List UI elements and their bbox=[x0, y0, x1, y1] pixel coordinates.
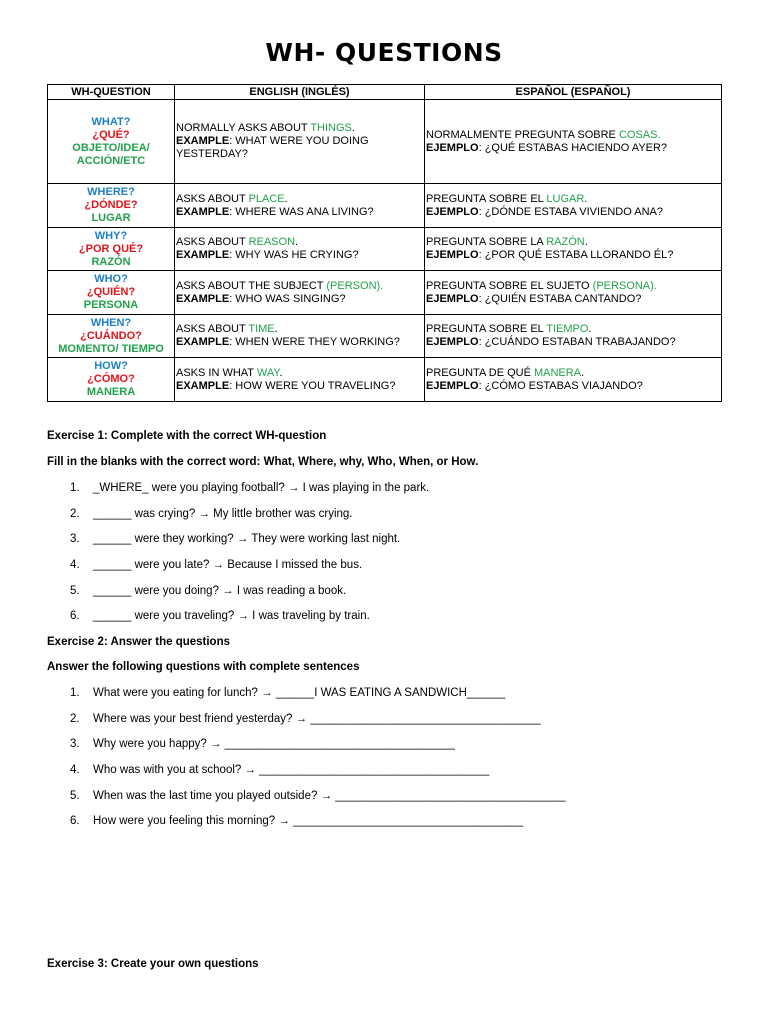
question-es: ¿DÓNDE? bbox=[84, 199, 138, 211]
question-cell bbox=[48, 228, 175, 271]
table-header-row bbox=[48, 85, 722, 100]
english-description: ASKS ABOUT THE SUBJECT (PERSON). bbox=[176, 279, 384, 292]
list-item: 6. ______ were you traveling? → I was traveling by train. bbox=[70, 610, 370, 623]
english-example: EXAMPLE: WHO WAS SINGING? bbox=[176, 292, 346, 305]
spanish-description: PREGUNTA SOBRE EL SUJETO (PERSONA). bbox=[426, 279, 657, 292]
list-item: 4. ______ were you late? → Because I missed the bus. bbox=[70, 559, 363, 572]
table-row bbox=[48, 358, 722, 402]
spanish-example: EJEMPLO: ¿DÓNDE ESTABA VIVIENDO ANA? bbox=[426, 205, 663, 218]
english-example: EXAMPLE: WHAT WERE YOU DOING YESTERDAY? bbox=[176, 135, 369, 160]
question-es: ¿QUIÉN? bbox=[86, 286, 136, 298]
list-item: 2. ______ was crying? → My little brother was crying. bbox=[70, 507, 353, 520]
spanish-description: PREGUNTA DE QUÉ MANERA. bbox=[426, 366, 585, 379]
question-meaning: RAZÓN bbox=[91, 255, 131, 268]
spanish-example: EJEMPLO: ¿QUIÉN ESTABA CANTANDO? bbox=[426, 292, 642, 305]
english-description: ASKS ABOUT PLACE. bbox=[176, 192, 288, 205]
english-cell bbox=[175, 184, 425, 228]
question-en: WHERE? bbox=[87, 186, 135, 198]
item-text[interactable]: ______ were you late? → Because I missed the bus. bbox=[93, 559, 363, 572]
english-cell bbox=[175, 315, 425, 358]
table-row bbox=[48, 271, 722, 315]
wh-questions-table bbox=[47, 84, 722, 402]
page-title: WH- QUESTIONS bbox=[265, 38, 503, 67]
spanish-example: EJEMPLO: ¿QUÉ ESTABAS HACIENDO AYER? bbox=[426, 141, 668, 154]
english-cell bbox=[175, 228, 425, 271]
english-example: EXAMPLE: WHEN WERE THEY WORKING? bbox=[176, 336, 400, 348]
exercise2-instructions: Answer the following questions with complete sentences bbox=[47, 661, 360, 673]
item-text[interactable]: How were you feeling this morning? → ____________________________________ bbox=[93, 815, 524, 828]
list-item: 6. How were you feeling this morning? → ____________________________________ bbox=[70, 815, 524, 828]
question-en: WHEN? bbox=[90, 316, 132, 329]
list-item: 3. ______ were they working? → They were working last night. bbox=[70, 533, 401, 546]
english-description: ASKS ABOUT REASON. bbox=[176, 236, 299, 248]
list-item: 1. _WHERE_ were you playing football? → I was playing in the park. bbox=[70, 482, 430, 494]
spanish-cell bbox=[425, 315, 722, 358]
list-item: 5. When was the last time you played outside? → ____________________________________ bbox=[70, 789, 566, 802]
spanish-description: NORMALMENTE PREGUNTA SOBRE COSAS. bbox=[426, 128, 661, 141]
question-meaning: MOMENTO/ TIEMPO bbox=[58, 342, 164, 355]
spanish-description: PREGUNTA SOBRE EL LUGAR. bbox=[426, 192, 588, 205]
table-row bbox=[48, 228, 722, 271]
question-cell bbox=[48, 100, 175, 184]
spanish-cell bbox=[425, 184, 722, 228]
question-meaning: PERSONA bbox=[83, 299, 139, 311]
question-cell bbox=[48, 358, 175, 402]
question-es: ¿CUÁNDO? bbox=[80, 329, 142, 342]
english-description: ASKS IN WHAT WAY. bbox=[176, 366, 283, 379]
question-cell bbox=[48, 184, 175, 228]
question-es: ¿POR QUÉ? bbox=[78, 242, 144, 255]
header-spanish: ESPAÑOL (ESPAÑOL) bbox=[425, 85, 722, 100]
english-example: EXAMPLE: WHY WAS HE CRYING? bbox=[176, 249, 359, 261]
list-item: 3. Why were you happy? → ____________________________________ bbox=[70, 738, 455, 751]
english-example: EXAMPLE: WHERE WAS ANA LIVING? bbox=[176, 205, 374, 218]
item-text[interactable]: _WHERE_ were you playing football? → I was playing in the park. bbox=[93, 482, 430, 494]
spanish-example: EJEMPLO: ¿CUÁNDO ESTABAN TRABAJANDO? bbox=[426, 336, 676, 348]
question-en: WHO? bbox=[94, 273, 128, 285]
table-row bbox=[48, 184, 722, 228]
question-en: WHAT? bbox=[91, 115, 131, 128]
english-cell bbox=[175, 271, 425, 315]
english-cell bbox=[175, 358, 425, 402]
question-en: WHY? bbox=[94, 229, 128, 242]
spanish-example: EJEMPLO: ¿POR QUÉ ESTABA LLORANDO ÉL? bbox=[426, 249, 674, 261]
table-row bbox=[48, 100, 722, 184]
list-item: 5. ______ were you doing? → I was reading a book. bbox=[70, 584, 347, 597]
item-text[interactable]: ______ were you traveling? → I was traveling by train. bbox=[93, 610, 370, 623]
header-english: ENGLISH (INGLÉS) bbox=[175, 85, 425, 100]
spanish-example: EJEMPLO: ¿CÓMO ESTABAS VIAJANDO? bbox=[426, 379, 643, 392]
exercise1-heading: Exercise 1: Complete with the correct WH-question bbox=[47, 430, 327, 442]
question-cell bbox=[48, 315, 175, 358]
item-text[interactable]: Where was your best friend yesterday? → ____________________________________ bbox=[93, 712, 541, 725]
english-example: EXAMPLE: HOW WERE YOU TRAVELING? bbox=[176, 379, 396, 392]
item-text[interactable]: Who was with you at school? → ____________________________________ bbox=[93, 764, 490, 777]
item-text[interactable]: What were you eating for lunch? → ______I WAS EATING A SANDWICH______ bbox=[93, 687, 506, 699]
spanish-cell bbox=[425, 100, 722, 184]
english-description: NORMALLY ASKS ABOUT THINGS. bbox=[176, 122, 355, 134]
spanish-description: PREGUNTA SOBRE EL TIEMPO. bbox=[426, 323, 592, 335]
spanish-cell bbox=[425, 228, 722, 271]
question-meaning: MANERA bbox=[86, 386, 136, 398]
header-wh-question: WH-QUESTION bbox=[48, 85, 175, 100]
exercise3-heading: Exercise 3: Create your own questions bbox=[47, 958, 259, 970]
question-meaning: LUGAR bbox=[91, 212, 131, 224]
spanish-cell bbox=[425, 271, 722, 315]
list-item: 1. What were you eating for lunch? → ______I WAS EATING A SANDWICH______ bbox=[70, 687, 506, 699]
spanish-description: PREGUNTA SOBRE LA RAZÓN. bbox=[426, 236, 588, 248]
item-text[interactable]: Why were you happy? → ____________________________________ bbox=[93, 738, 455, 751]
table-row bbox=[48, 315, 722, 358]
question-es: ¿CÓMO? bbox=[87, 373, 135, 385]
english-cell bbox=[175, 100, 425, 184]
item-text[interactable]: ______ were they working? → They were working last night. bbox=[93, 533, 401, 546]
list-item: 2. Where was your best friend yesterday? → ____________________________________ bbox=[70, 712, 541, 725]
question-es: ¿QUÉ? bbox=[92, 128, 130, 141]
exercise1-list bbox=[47, 482, 429, 636]
item-text[interactable]: When was the last time you played outside? → ____________________________________ bbox=[93, 789, 566, 802]
item-text[interactable]: ______ was crying? → My little brother was crying. bbox=[93, 507, 353, 520]
question-en: HOW? bbox=[94, 360, 128, 372]
item-text[interactable]: ______ were you doing? → I was reading a book. bbox=[93, 584, 347, 597]
question-meaning: OBJETO/IDEA/ ACCIÓN/ETC bbox=[72, 141, 150, 167]
spanish-cell bbox=[425, 358, 722, 402]
exercise2-heading: Exercise 2: Answer the questions bbox=[47, 636, 231, 648]
exercise1-instructions: Fill in the blanks with the correct word: What, Where, why, Who, When, or How. bbox=[47, 456, 479, 468]
list-item: 4. Who was with you at school? → ____________________________________ bbox=[70, 764, 490, 777]
exercise2-list bbox=[47, 687, 566, 841]
question-cell bbox=[48, 271, 175, 315]
english-description: ASKS ABOUT TIME. bbox=[176, 323, 278, 335]
